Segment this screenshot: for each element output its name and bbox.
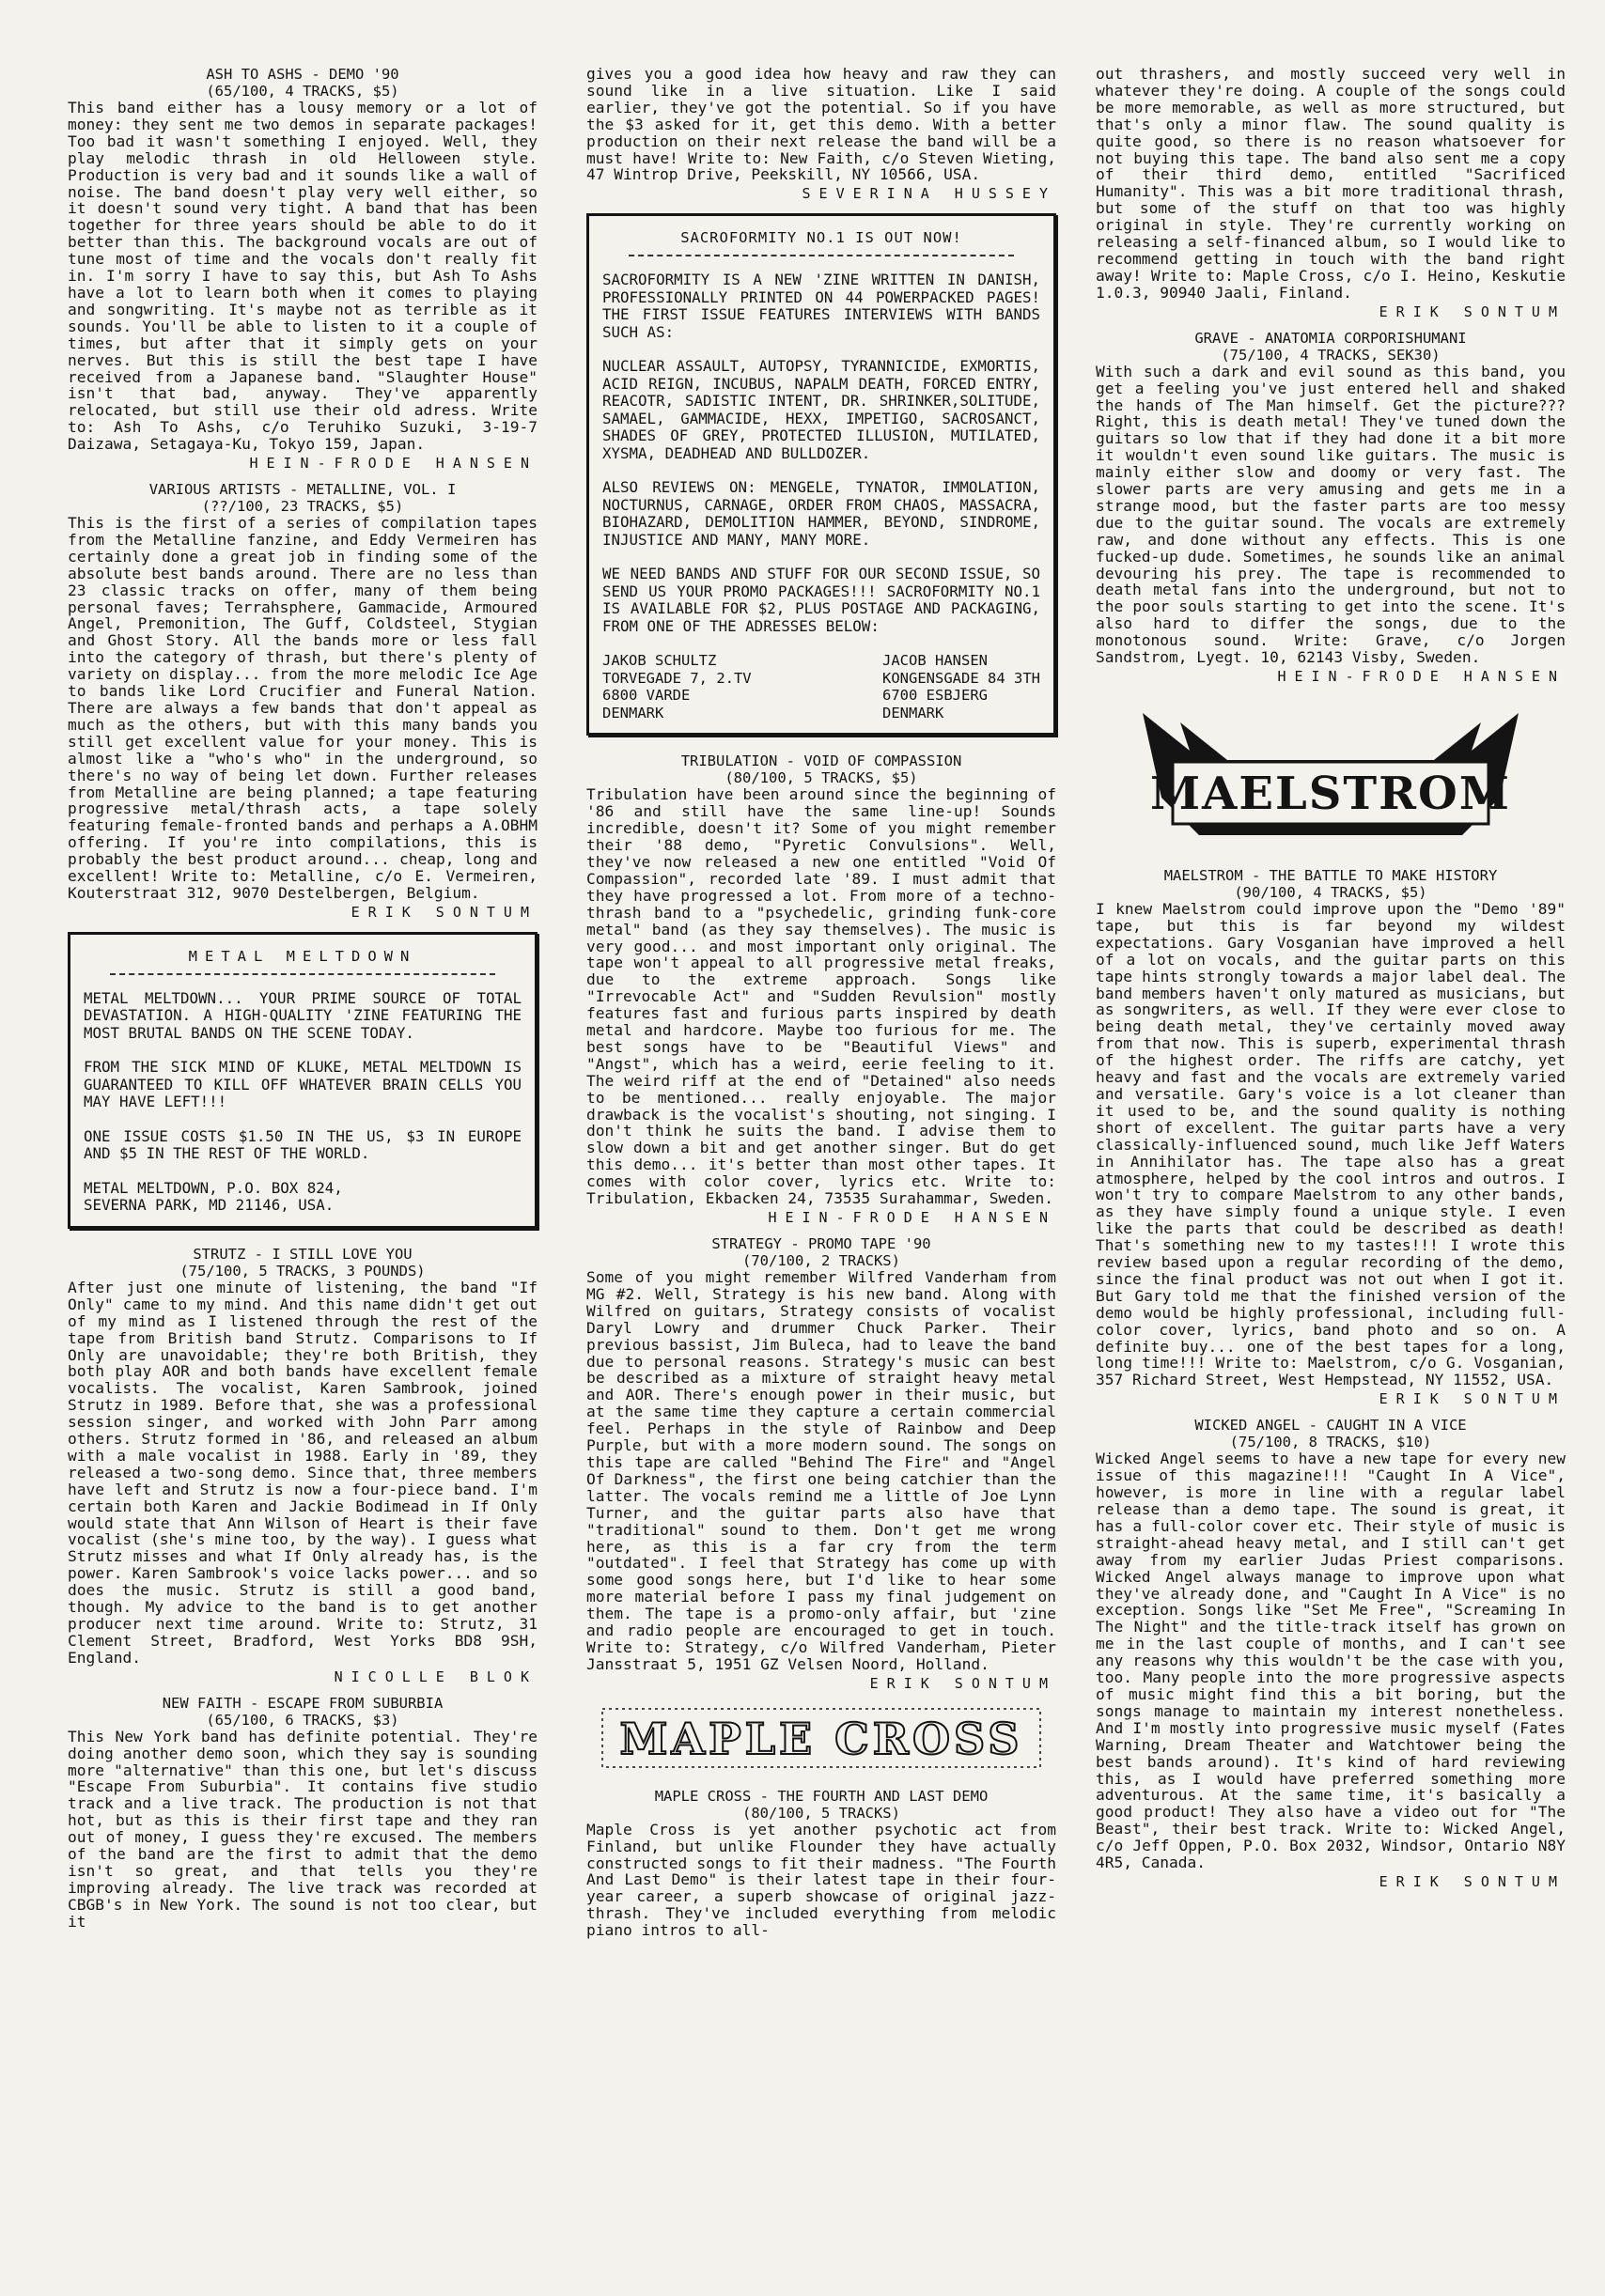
review-title: MAELSTROM - THE BATTLE TO MAKE HISTORY (1163, 867, 1498, 884)
ad-paragraph: NUCLEAR ASSAULT, AUTOPSY, TYRANNICIDE, EXMORTIS, ACID REIGN, INCUBUS, NAPALM DEATH, FORCED ENTRY, REACOTR, SADISTIC INTENT, DR. SHRINKER,SOLITUDE, SAMAEL, GAMMACIDE, HEXX, IMPETIGO, SACROSANCT, SHADES OF GREY, PROTECTED ILLUSION, MUTILATED, XYSMA, DEADHEAD AND BULLDOZER. (602, 357, 1040, 462)
review-signature: HEIN-FRODE HANSEN (768, 1209, 1056, 1226)
review-rating: (80/100, 5 TRACKS) (742, 1804, 900, 1822)
review-body: Tribulation have been around since the beginning of '86 and still have the same line-up! Sounds incredible, doesn't it? Some of you might remember their '88 demo, "Pyretic Convulsions". Well, they've now released a new one entitled "Void Of Compassion", recorded late '89. I must admit that they have progressed a lot. From more of a techno-thrash band to a "psychedelic, grinding funk-core metal" band (as they say themselves). The music is very good... and most important only original. The tape won't appeal to all progressive metal freaks, due to the extreme approach. Songs like "Irrevocable Act" and "Sudden Revulsion" mostly features fast and furious parts inspired by death metal and hardcore. Maybe too furious for me. The best songs have to be "Beautiful Views" and "Angst", which has a weird, eerie feeling to it. The weird riff at the end of "Detained" also needs to be mentioned... really enjoyable. The major drawback is the vocalist's shouting, not singing. I don't think he suits the band. I advise them to slow down a bit and get another singer. But do get this demo... it's better than most other tapes. It comes with color cover, lyrics etc. Write to: Tribulation, Ekbacken 24, 73535 Surahammar, Sweden. (586, 785, 1056, 1208)
review-new-faith (68, 1695, 538, 1931)
logo-text: MAELSTROM (1150, 768, 1511, 820)
review-strategy (586, 1235, 1056, 1692)
review-rating: (75/100, 8 TRACKS, $10) (1229, 1434, 1432, 1451)
ad-address: SEVERNA PARK, MD 21146, USA. (84, 1196, 335, 1215)
ad-metal-meltdown (68, 932, 538, 1229)
review-signature: HEIN-FRODE HANSEN (1277, 668, 1566, 685)
ad-paragraph: METAL MELTDOWN... YOUR PRIME SOURCE OF TOTAL DEVASTATION. A HIGH-QUALITY 'ZINE FEATURING THE MOST BRUTAL BANDS ON THE SCENE TODAY. (84, 988, 522, 1042)
review-rating: (75/100, 5 TRACKS, 3 POUNDS) (179, 1262, 426, 1280)
review-rating: (??/100, 23 TRACKS, $5) (201, 498, 404, 516)
review-body: I knew Maelstrom could improve upon the "Demo '89" tape, but this is far beyond my wildest expectations. Gary Vosganian have improved a hell of a lot on vocals, and the guitar parts on this tape hints strongly towards a major label deal. The band members haven't only matured as musicians, but as songwriters, as well. If they were ever close to being death metal, they've certainly moved away from that now. This is superb, experimental thrash of the highest order. The riffs are catchy, yet heavy and fast and the vocals are extremely varied and versatile. Gary's voice is a lot cleaner than it used to be, and the sound quality is nothing short of excellent. The guitar parts have a very classically-influenced sound, much like Jeff Waters in Annihilator has. The tape also has a great atmosphere, helped by the cool intros and outros. I won't try to compare Maelstrom to any other bands, as they have simply found a unique style. I even like the parts that could be described as death! That's something new to my tastes!!! I wrote this review based upon a regular recording of the demo, since the final product was not out when I got it. But Gary told me that the finished version of the demo would be highly professional, including full-color cover, lyrics, band photo and so on. A definite buy... one of the best tapes for a long, long time!!! Write to: Maelstrom, c/o G. Vosganian, 357 Richard Street, West Hempstead, NY 11552, USA. (1096, 900, 1566, 1389)
review-body: Maple Cross is yet another psychotic act from Finland, but unlike Flounder they have actually constructed songs to fit their madness. "The Fourth And Last Demo" is their latest tape in their four-year career, a superb showcase of original jazz-thrash. They've included everything from melodic piano intros to all- (586, 1820, 1056, 1940)
ad-paragraph: ONE ISSUE COSTS $1.50 IN THE US, $3 IN EUROPE AND $5 IN THE REST OF THE WORLD. (84, 1126, 522, 1163)
review-body: This is the first of a series of compilation tapes from the Metalline fanzine, and Eddy Vermeiren has certainly done a great job in finding some of the absolute best bands around. There are no less than 23 classic tracks on offer, many of them being personal faves; Terrahsphere, Gammacide, Armoured Angel, Premonition, The Guff, Coldsteel, Stygian and Ghost Story. All the bands more or less fall into the category of thrash, but there's plenty of variety on display... from the more melodic Ice Age to bands like Lord Crucifier and Funeral Nation. There are always a few bands that don't appeal as much as the others, but with this many bands you still get excellent value for your money. This is almost like a "who's who" in the underground, so there's no way of being let down. Further releases from Metalline are being planned; a tape featuring progressive metal/thrash acts, a tape solely featuring female-fronted bands and perhaps a A.OBHM offering. If you're into compilations, this is probably the best product around... cheap, long and excellent! Write to: Metalline, c/o E. Vermeiren, Kouterstraat 312, 9070 Destelbergen, Belgium. (68, 514, 538, 902)
logo-text: MAPLE CROSS (619, 1713, 1023, 1764)
review-new-faith-continued (586, 66, 1056, 202)
ad-divider (629, 255, 1014, 256)
review-signature: ERIK SONTUM (351, 903, 538, 921)
column-left (68, 66, 538, 1940)
review-signature: ERIK SONTUM (1379, 303, 1566, 320)
review-maelstrom (1096, 867, 1566, 1407)
ad-title: METAL MELTDOWN (188, 947, 417, 965)
maelstrom-logo (1124, 694, 1537, 854)
review-tribulation (586, 752, 1056, 1226)
review-body: gives you a good idea how heavy and raw they can sound like in a live situation. Like I said earlier, they've got the potential. So if you have the $3 asked for it, get this demo. With a better production on their next release the band will be a must have! Write to: New Faith, c/o Steven Wieting, 47 Wintrop Drive, Peekskill, NY 10566, USA. (586, 65, 1056, 184)
ad-address: METAL MELTDOWN, P.O. BOX 824, (84, 1178, 343, 1197)
ad-title: SACROFORMITY NO.1 IS OUT NOW! (680, 229, 962, 247)
review-maple-cross (586, 1788, 1056, 1939)
column-middle (586, 66, 1056, 1948)
review-rating: (65/100, 4 TRACKS, $5) (206, 83, 399, 100)
review-ash-to-ashs (68, 66, 538, 472)
review-signature: SEVERINA HUSSEY (802, 185, 1056, 203)
review-title: ASH TO ASHS - DEMO '90 (206, 66, 399, 83)
review-title: WICKED ANGEL - CAUGHT IN A VICE (1194, 1417, 1467, 1435)
review-signature: HEIN-FRODE HANSEN (249, 455, 538, 473)
review-title: TRIBULATION - VOID OF COMPASSION (680, 752, 962, 770)
ad-address-jakob: JAKOB SCHULTZ TORVEGADE 7, 2.TV 6800 VARDE DENMARK (602, 652, 752, 721)
ad-divider (110, 973, 495, 975)
review-body: Wicked Angel seems to have a new tape for every new issue of this magazine!!! "Caught In A Vice", however, is more in line with a regular label release than a demo tape. The sound is great, it has a full-color cover etc. Their style of music is straight-ahead heavy metal, and I still can't get away from my earlier Judas Priest comparisons. Wicked Angel always manage to improve upon what they've already done, and "Caught In A Vice" is no exception. Songs like "Set Me Free", "Screaming In The Night" and the title-track itself has grown on me in the last couple of months, and I can't see any reasons why this wouldn't be the case with you, too. Many people into the more progressive aspects of music might find this a bit boring, but the songs manage to maintain my interest nonetheless. And I'm mostly into progressive music myself (Fates Warning, Dream Theater and Watchtower being the best bands around). It's kind of hard reviewing this, as I would have preferred something more adventurous. At the same time, it's basically a good product! They also have a video out for "The Beast", their best track. Write to: Wicked Angel, c/o Jeff Oppen, P.O. Box 2032, Windsor, Ontario N8Y 4R5, Canada. (1096, 1450, 1566, 1872)
ad-sacroformity (586, 213, 1056, 736)
review-title: VARIOUS ARTISTS - METALLINE, VOL. I (148, 481, 457, 499)
review-body: This New York band has definite potential. They're doing another demo soon, which they say is sounding more "alternative" than this one, but let's discuss "Escape From Suburbia". It contains five studio track and a live track. The production is not that hot, but as this is their first tape and they ran out of money, I guess they're excused. The members of the band are the first to admit that the demo isn't so great, and that tells you they're improving already. The live track was recorded at CBGB's in New York. The sound is not too clear, but it (68, 1727, 538, 1931)
ad-paragraph: ALSO REVIEWS ON: MENGELE, TYNATOR, IMMOLATION, NOCTURNUS, CARNAGE, ORDER FROM CHAOS, MASSACRA, BIOHAZARD, DEMOLITION HAMMER, BEYOND, SINDROME, INJUSTICE AND MANY, MANY MORE. (602, 478, 1040, 549)
review-body: This band either has a lousy memory or a lot of money: they sent me two demos in separate packages! Too bad it wasn't something I enjoyed. Well, they play melodic thrash in old Helloween style. Production is very bad and it sounds like a wall of noise. The band doesn't play very well either, so it doesn't sound very tight. A band that has been together for three years should be able to do it better than this. The background vocals are out of tune most of time and the vocals don't really fit in. I'm sorry I have to say this, but Ash To Ashs have a lot to learn both when it comes to playing and songwriting. It's maybe not as terrible as it sounds. You'll be able to listen to it a couple of times, but after that it simply gets on your nerves. But this is still the best tape I have received from a Japanese band. "Slaughter House" isn't that bad, anyway. They've apparently relocated, but still use their old adress. Write to: Ash To Ashs, c/o Teruhiko Suzuki, 3-19-7 Daizawa, Setagaya-Ku, Tokyo 159, Japan. (68, 99, 538, 454)
ad-paragraph: WE NEED BANDS AND STUFF FOR OUR SECOND ISSUE, SO SEND US YOUR PROMO PACKAGES!!! SACROFORMITY NO.1 IS AVAILABLE FOR $2, PLUS POSTAGE AND PACKAGING, FROM ONE OF THE ADRESSES BELOW: (602, 565, 1040, 635)
review-rating: (70/100, 2 TRACKS) (742, 1252, 900, 1269)
review-title: NEW FAITH - ESCAPE FROM SUBURBIA (162, 1694, 444, 1712)
review-wicked-angel (1096, 1417, 1566, 1890)
review-signature: NICOLLE BLOK (334, 1668, 538, 1685)
ad-address-jacob: JACOB HANSEN KONGENSGADE 84 3TH 6700 ESBJERG DENMARK (882, 652, 1040, 721)
ad-paragraph: FROM THE SICK MIND OF KLUKE, METAL MELTDOWN IS GUARANTEED TO KILL OFF WHATEVER BRAIN CELLS YOU MAY HAVE LEFT!!! (84, 1058, 522, 1111)
review-body: out thrashers, and mostly succeed very well in whatever they're doing. A couple of the songs could be more memorable, as well as more structured, but that's only a minor flaw. The sound quality is quite good, so there is no reason whatsoever for not buying this tape. The band also sent me a copy of their third demo, entitled "Sacrificed Humanity". This was a bit more traditional thrash, but some of the stuff on that too was highly original in style. They're currently working on releasing a self-financed album, so I would like to recommend getting in touch with the band right away! Write to: Maple Cross, c/o I. Heino, Keskutie 1.0.3, 90940 Jaali, Finland. (1096, 65, 1566, 302)
review-title: STRATEGY - PROMO TAPE '90 (711, 1235, 931, 1252)
review-title: GRAVE - ANATOMIA CORPORISHUMANI (1194, 329, 1467, 347)
review-maple-cross-continued (1096, 66, 1566, 320)
review-grave (1096, 330, 1566, 685)
review-metalline (68, 481, 538, 921)
ad-paragraph: SACROFORMITY IS A NEW 'ZINE WRITTEN IN DANISH, PROFESSIONALLY PRINTED ON 44 POWERPACKED PAGES! THE FIRST ISSUE FEATURES INTERVIEWS WITH BANDS SUCH AS: (602, 271, 1040, 341)
review-signature: ERIK SONTUM (1379, 1390, 1566, 1408)
review-signature: ERIK SONTUM (869, 1674, 1056, 1692)
review-title: MAPLE CROSS - THE FOURTH AND LAST DEMO (654, 1787, 989, 1805)
review-rating: (65/100, 6 TRACKS, $3) (206, 1711, 399, 1729)
review-body: With such a dark and evil sound as this band, you get a feeling you've just entered hell and shaked the hands of The Man himself. Get the picture??? Right, this is death metal! They've tuned down the guitars so low that if they had done it a bit more it wouldn't even sound like guitars. The music is mainly either slow and doomy or very fast. The slower parts are very amusing and gets me in a strange mood, but the faster parts are too messy due to the guitar sound. The vocals are extremely raw, and done without any effects. This is one fucked-up dude. Sometimes, he sounds like an animal devouring his prey. The tape is recommended to death metal fans into the underground, but not to the poor souls starting to get into the scene. It's also hard to differ the songs, due to the monotonous sound. Write: Grave, c/o Jorgen Sandstrom, Lyegt. 10, 62143 Visby, Sweden. (1096, 362, 1566, 667)
review-rating: (90/100, 4 TRACKS, $5) (1234, 884, 1427, 901)
maple-cross-logo (600, 1701, 1042, 1775)
review-body: After just one minute of listening, the band "If Only" came to my mind. And this name didn't get out of my mind as I listened through the rest of the tape from British band Strutz. Comparisons to If Only are unavoidable; they're both British, they both play AOR and both bands have excellent female vocalists. The vocalist, Karen Sambrook, joined Strutz in 1989. Before that, she was a professional session singer, and worked with John Parr among others. Strutz formed in '86, and released an album with a male vocalist in 1988. Early in '89, they released a two-song demo. Since that, three members have left and Strutz is now a four-piece band. I'm certain both Karen and Jackie Bodimead in If Only would state that Ann Wilson of Heart is their fave vocalist (she's mine too, by the way). I guess what Strutz misses and what If Only already has, is the power. Karen Sambrook's voice lacks power... and so does the music. Strutz is still a good band, though. My advice to the band is to get another producer next time around. Write to: Strutz, 31 Clement Street, Bradford, West Yorks BD8 9SH, England. (68, 1278, 538, 1667)
review-strutz (68, 1246, 538, 1685)
column-right (1096, 66, 1566, 1900)
review-rating: (80/100, 5 TRACKS, $5) (725, 769, 918, 787)
review-signature: ERIK SONTUM (1379, 1872, 1566, 1890)
review-title: STRUTZ - I STILL LOVE YOU (193, 1245, 413, 1263)
review-body: Some of you might remember Wilfred Vanderham from MG #2. Well, Strategy is his new band. Along with Wilfred on guitars, Strategy consists of vocalist Daryl Lowry and drummer Chuck Parker. Their previous bassist, Jim Buleca, had to leave the band due to personal reasons. Strategy's music can best be described as a mixture of straight heavy metal and AOR. There's enough power in their music, but at the same time they capture a certain commercial feel. Perhaps in the style of Rainbow and Deep Purple, but with a more modern sound. The songs on this tape are called "Behind The Fire" and "Angel Of Darkness", the first one being catchier than the latter. The vocals remind me a little of Joe Lynn Turner, and the guitar parts also have that "traditional" sound to them. Don't get me wrong here, as this is a far cry from the term "outdated". I feel that Strategy has come up with some good songs here, but I'd like to hear some more material before I pass my final judgement on them. The tape is a promo-only affair, but 'zine and radio people are encouraged to get in touch. Write to: Strategy, c/o Wilfred Vanderham, Pieter Jansstraat 5, 1951 GZ Velsen Noord, Holland. (586, 1268, 1056, 1673)
ad-addresses (602, 652, 1040, 721)
review-rating: (75/100, 4 TRACKS, SEK30) (1221, 346, 1441, 364)
